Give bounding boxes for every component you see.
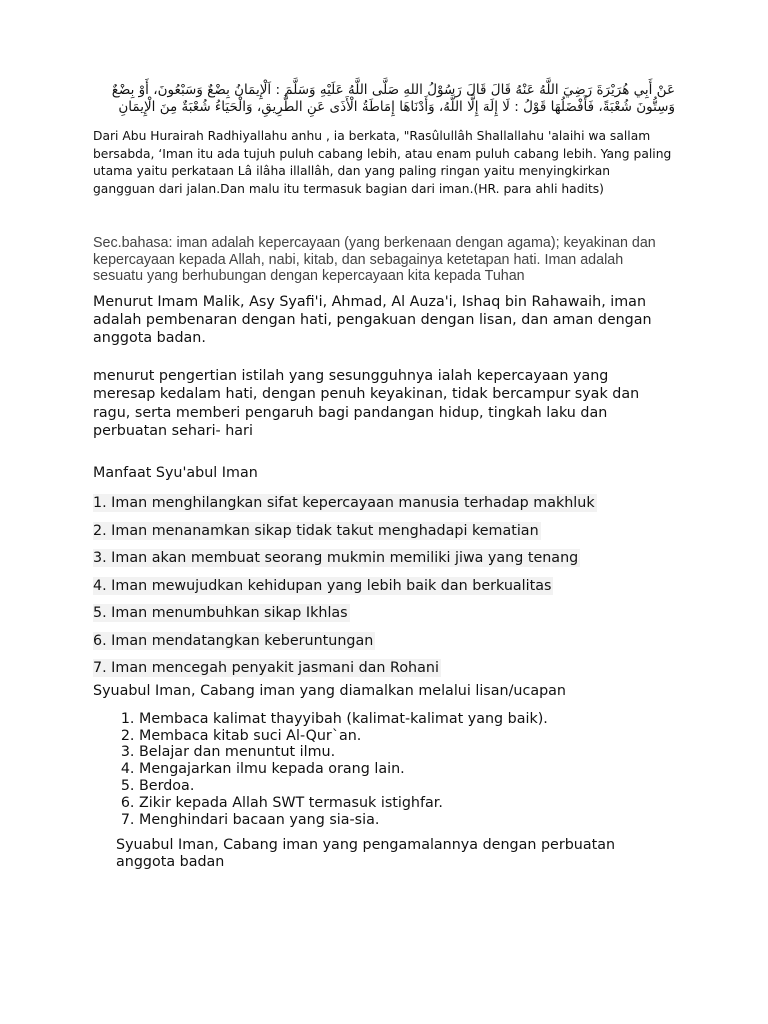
definition-istilah: menurut pengertian istilah yang sesungguhnya ialah kepercayaan yang meresap kedalam hati, dengan penuh keyakinan, tidak bercampur syak dan ragu, serta memberi pengaruh bagi pandangan hidup, tingkah laku dan perbuatan sehari- hari	[93, 368, 640, 439]
lisan-item-5: 5. Berdoa.	[139, 778, 675, 795]
hadith-arabic-text: عَنْ أَبِي هُرَيْرَةَ رَضِيَ اللَّهُ عَنْهُ قَالَ قَالَ رَسُوْلُ اللهِ صَلَّى اللَّهُ عَلَيْهِ وَسَلَّمَ : اَلْإِيمَانُ بِضْعٌ وَسَبْعُونَ، أَوْ بِضْعٌ وَسِتُّونَ شُعْبَةً، فَأَفْضَلُهَا قَوْلُ : لَا إِلَهَ إِلَّا اللَّهُ، وَأَدْنَاهَا إِمَاطَةُ الْأَذَى عَنِ الطَّرِيقِ، وَالْحَيَاءُ شُعْبَةٌ مِنَ الْإِيمَانِ	[111, 82, 675, 115]
lisan-item-1: 1. Membaca kalimat thayyibah (kalimat-kalimat yang baik).	[139, 711, 675, 728]
definition-bahasa: Sec.bahasa: iman adalah kepercayaan (yang berkenaan dengan agama); keyakinan dan kepercayaan kepada Allah, nabi, kitab, dan sebagainya ketetapan hati. Iman adalah sesuatu yang berhubungan dengan kepercayaan kita kepada Tuhan	[93, 235, 656, 284]
manfaat-item-7: 7. Iman mencegah penyakit jasmani dan Rohani	[93, 660, 439, 677]
manfaat-item-2: 2. Iman menanamkan sikap tidak takut menghadapi kematian	[93, 522, 539, 539]
manfaat-list	[93, 492, 675, 685]
manfaat-item-6: 6. Iman mendatangkan keberuntungan	[93, 632, 374, 649]
lisan-item-3: 3. Belajar dan menuntut ilmu.	[139, 744, 675, 761]
document-page	[93, 82, 675, 871]
badan-heading: Syuabul Iman, Cabang iman yang pengamalannya dengan perbuatan anggota badan	[116, 837, 616, 871]
lisan-item-6: 6. Zikir kepada Allah SWT termasuk istighfar.	[139, 795, 675, 812]
lisan-item-7: 7. Menghindari bacaan yang sia-sia.	[139, 812, 675, 829]
manfaat-item-1: 1. Iman menghilangkan sifat kepercayaan manusia terhadap makhluk	[93, 495, 595, 512]
manfaat-item-5: 5. Iman menumbuhkan sikap Ikhlas	[93, 605, 348, 622]
lisan-heading: Syuabul Iman, Cabang iman yang diamalkan melalui lisan/ucapan	[93, 682, 566, 699]
lisan-list	[93, 711, 675, 829]
lisan-item-4: 4. Mengajarkan ilmu kepada orang lain.	[139, 761, 675, 778]
manfaat-item-3: 3. Iman akan membuat seorang mukmin memiliki jiwa yang tenang	[93, 550, 579, 567]
manfaat-item-4: 4. Iman mewujudkan kehidupan yang lebih baik dan berkualitas	[93, 577, 552, 594]
definition-imam: Menurut Imam Malik, Asy Syafi'i, Ahmad, Al Auza'i, Ishaq bin Rahawaih, iman adalah pembenaran dengan hati, pengakuan dengan lisan, dan aman dengan anggota badan.	[93, 293, 652, 346]
manfaat-heading: Manfaat Syu'abul Iman	[93, 464, 258, 481]
lisan-item-2: 2. Membaca kitab suci Al-Qur`an.	[139, 728, 675, 745]
hadith-translation: Dari Abu Hurairah Radhiyallahu anhu , ia berkata, "Rasûlullâh Shallallahu 'alaihi wa sallam bersabda, ‘Iman itu ada tujuh puluh cabang lebih, atau enam puluh cabang lebih. Yang paling utama yaitu perkataan Lâ ilâha illallâh, dan yang paling ringan yaitu menyingkirkan gangguan dari jalan.Dan malu itu termasuk bagian dari iman.(HR. para ahli hadits)	[93, 129, 672, 196]
